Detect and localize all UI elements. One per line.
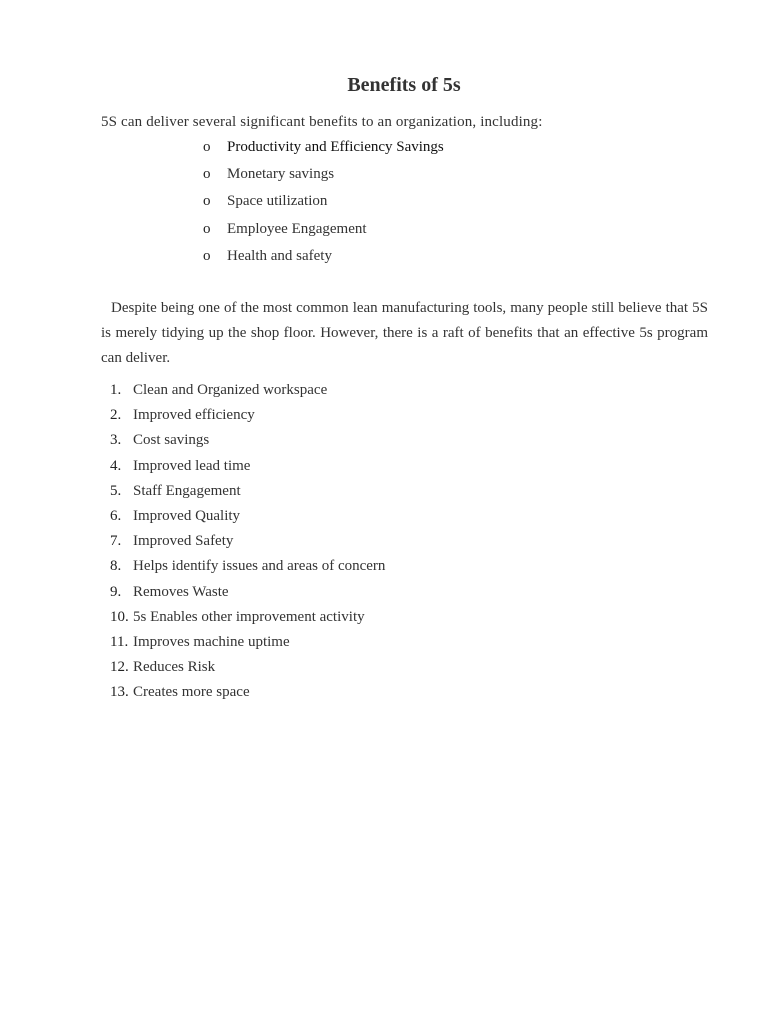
item-text: Improved Safety: [133, 533, 234, 550]
bullet-text: Health and safety: [227, 247, 332, 264]
item-number: 9.: [110, 583, 122, 600]
item-text: Creates more space: [133, 684, 250, 701]
list-item: [203, 191, 444, 218]
bullet-marker: o: [203, 193, 211, 210]
item-number: 12.: [110, 659, 129, 676]
list-item: [110, 556, 385, 581]
item-text: Cost savings: [133, 432, 210, 449]
list-item: [110, 456, 385, 481]
list-item: [110, 531, 385, 556]
intro-text: 5S can deliver several significant benefits to an organization, including:: [101, 114, 543, 130]
item-number: 11.: [110, 633, 129, 650]
item-text: Clean and Organized workspace: [133, 382, 328, 398]
item-number: 8.: [110, 558, 122, 575]
list-item: [110, 380, 385, 405]
document-title: Benefits of 5s: [347, 74, 461, 96]
item-number: 3.: [110, 432, 122, 449]
list-item: [203, 137, 444, 164]
item-text: Improves machine uptime: [133, 633, 290, 650]
item-number: 13.: [110, 684, 129, 701]
numbered-list: [110, 380, 385, 707]
item-number: 4.: [110, 457, 122, 474]
list-item: [110, 430, 385, 455]
list-item: [110, 657, 385, 682]
bullet-text: Employee Engagement: [227, 220, 367, 237]
bullet-text: Space utilization: [227, 193, 328, 210]
bullet-list: [203, 137, 444, 273]
list-item: [110, 682, 385, 707]
body-paragraph: Despite being one of the most common lean manufacturing tools, many people still believe that 5S is merely tidying up the shop floor. However, there is a raft of benefits that an effective 5s program can deliver.: [101, 300, 708, 366]
list-item: [110, 582, 385, 607]
item-text: 5s Enables other improvement activity: [133, 608, 365, 625]
item-text: Improved Quality: [133, 507, 241, 524]
list-item: [110, 481, 385, 506]
item-text: Reduces Risk: [133, 659, 216, 676]
list-item: [203, 246, 444, 273]
item-number: 5.: [110, 482, 122, 499]
bullet-marker: o: [203, 220, 211, 237]
bullet-text: Monetary savings: [227, 166, 335, 183]
list-item: [110, 506, 385, 531]
list-item: [110, 632, 385, 657]
bullet-text: Productivity and Efficiency Savings: [227, 139, 444, 155]
item-number: 1.: [110, 382, 122, 398]
bullet-marker: o: [203, 139, 211, 155]
item-number: 7.: [110, 533, 122, 550]
bullet-marker: o: [203, 247, 211, 264]
item-text: Improved efficiency: [133, 407, 255, 424]
list-item: [110, 405, 385, 430]
bullet-marker: o: [203, 166, 211, 183]
item-number: 6.: [110, 507, 122, 524]
item-number: 10.: [110, 608, 129, 625]
list-item: [110, 607, 385, 632]
list-item: [203, 164, 444, 191]
item-number: 2.: [110, 407, 122, 424]
item-text: Improved lead time: [133, 457, 251, 474]
item-text: Removes Waste: [133, 583, 229, 600]
list-item: [203, 219, 444, 246]
item-text: Staff Engagement: [133, 482, 241, 499]
item-text: Helps identify issues and areas of concern: [133, 558, 386, 575]
